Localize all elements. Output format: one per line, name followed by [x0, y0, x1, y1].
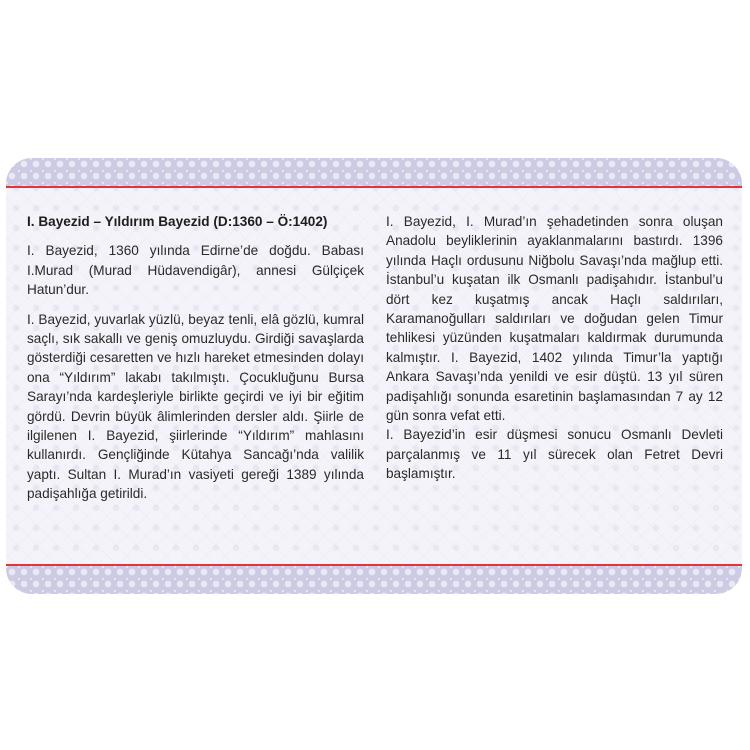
left-column	[27, 212, 364, 504]
top-red-rule	[6, 186, 742, 188]
left-paragraph: I. Bayezid, yuvarlak yüzlü, beyaz tenli, elâ gözlü, kumral saçlı, sık sakallı ve geniş omuzluydu. Girdiği savaşlarda gösterdiği cesaretten ve hızlı hareket etmesinden dolayı ona “Yıldırım” lakabı takılmıştı. Çocukluğunu Bursa Sarayı’nda kardeşleriyle birlikte geçirdi ve iyi bir eğitim gördü. Devrin büyük âlimlerinden dersler aldı. Şiirle de ilgilenen I. Bayezid, şiirlerinde “Yıldırım” mahlasını kullanırdı. Gençliğinde Kütahya Sancağı’nda valilik yaptı. Sultan I. Murad’ın vasiyeti gereği 1389 yılında padişahlığa getirildi.	[27, 311, 364, 502]
bottom-pattern-band	[6, 566, 742, 594]
right-paragraph: I. Bayezid’in esir düşmesi sonucu Osmanlı Devleti parçalanmış ve 11 yıl sürecek olan Fetret Devri başlamıştır.	[386, 427, 723, 482]
right-column	[386, 212, 723, 504]
card-content	[27, 212, 723, 504]
right-paragraph: I. Bayezid, I. Murad’ın şehadetinden sonra oluşan Anadolu beyliklerinin ayaklanmalarını bastırdı. 1396 yılında Haçlı ordusunu Niğbolu Savaşı’nda mağlup etti. İstanbul’u kuşatan ilk Osmanlı padişahıdır. İstanbul’u dört kez kuşatmış ancak Haçlı saldırıları, Karamanoğulları saldırıları ve doğudan gelen Timur tehlikesi yüzünden kuşatmaları kaldırmak durumunda kalmıştır. I. Bayezid, 1402 yılında Timur’la yaptığı Ankara Savaşı’nda yenildi ve esir düştü. 13 yıl süren padişahlığı sonunda esaretinin başlamasından 7 ay 12 gün sonra vefat etti.	[386, 214, 723, 424]
info-card	[6, 158, 742, 594]
section-heading: I. Bayezid – Yıldırım Bayezid (D:1360 – Ö:1402)	[27, 214, 328, 229]
top-pattern-band	[6, 158, 742, 186]
left-paragraph: I. Bayezid, 1360 yılında Edirne’de doğdu. Babası I.Murad (Murad Hüdavendigâr), annesi Gülçiçek Hatun’dur.	[27, 243, 364, 298]
